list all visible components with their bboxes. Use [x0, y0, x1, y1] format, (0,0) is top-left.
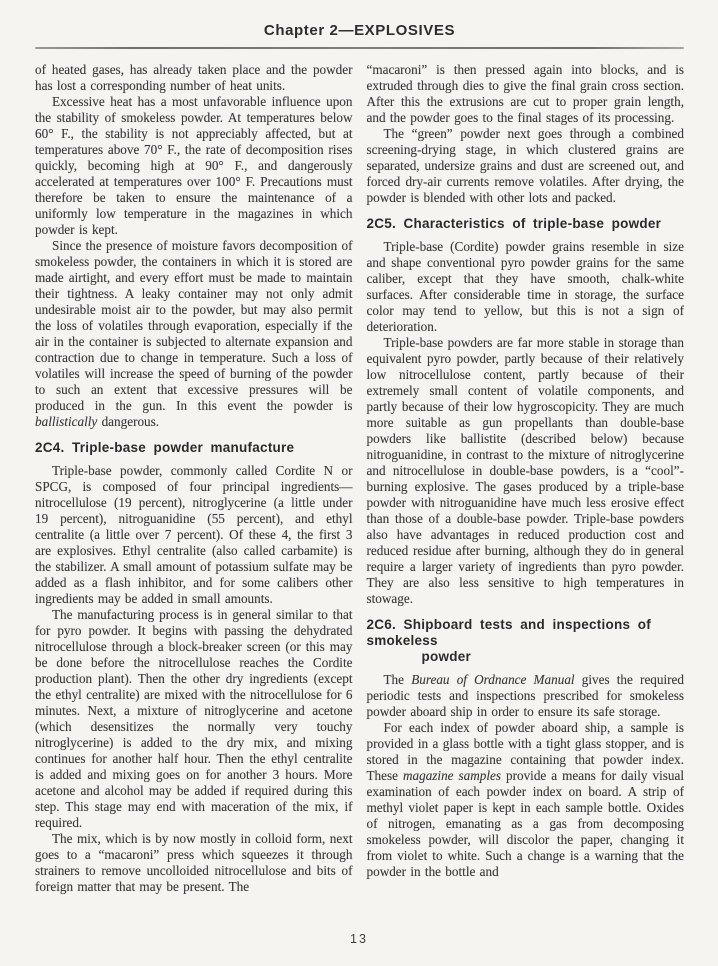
running-header: [35, 14, 684, 39]
paragraph: Triple-base (Cordite) powder grains resemble in size and shape conventional pyro powder grains for the same caliber, except that they have smooth, chalk-white surfaces. After considerable time in storage, the surface color may tend to yellow, but this is not a sign of deterioration.: [366, 239, 684, 334]
paragraph: [367, 672, 685, 720]
paragraph: of heated gases, has already taken place and the powder has lost a corresponding number of heat units.: [35, 62, 353, 93]
text-fragment: Since the presence of moisture favors decomposition of smokeless powder, the containers in which it is stored are made airtight, and every effort must be made to maintain their tightness. A leaky container may not only admit undesirable moist air to the powder, but may also permit the loss of volatiles through evaporation, especially if the air in the container is subjected to alternate expansion and contraction due to change in temperature. Such a loss of volatiles will increase the speed of burning of the powder to such an extent that excessive pressures will be produced in the gun. In this event the powder is: [35, 238, 353, 413]
paragraph: The mix, which is by now mostly in colloid form, next goes to a “macaroni” press which squeezes it through strainers to remove uncolloided nitrocellulose and bits of foreign matter that may be present. The: [35, 831, 353, 894]
paragraph: Excessive heat has a most unfavorable influence upon the stability of smokeless powder. At temperatures below 60° F., the stability is not appreciably affected, but at temperatures above 70° F., the rate of decomposition rises quickly, becoming high at 90° F., and dangerously accelerated at temperatures over 100° F. Precautions must therefore be taken to ensure the maintenance of a uniformly low temperature in the magazines in which powder is kept.: [35, 94, 353, 237]
text-fragment: The: [383, 672, 412, 687]
paragraph: Triple-base powders are far more stable in storage than equivalent pyro powder, partly because of their relatively low nitrocellulose content, partly because of their extremely small content of volatile components, and partly because of their low hygroscopicity. They are much more suitable as gun propellants than double-base powders like ballistite (described below) because nitroguanidine, in contrast to the mixture of nitroglycerine and nitrocellulose in double-base powders, is a “cool”-burning explosive. The gases produced by a triple-base powder with nitroguanidine have much less erosive effect than those of a double-base powder. Triple-base powders also have advantages in reduced production cost and reduced residue after burning, although they do in general require a larger variety of ingredients than pyro powder. They are also less sensitive to high temperatures in stowage.: [366, 335, 684, 606]
paragraph: [367, 720, 685, 880]
italic-phrase: ballistically: [35, 414, 98, 429]
italic-phrase: magazine samples: [402, 768, 502, 783]
paragraph: “macaroni” is then pressed again into blocks, and is extruded through dies to give the final grain cross section. After this the extrusions are cut to proper grain length, and the powder goes to the final stages of its processing.: [366, 62, 684, 125]
section-heading-2c5: 2C5. Characteristics of triple-base powder: [366, 216, 662, 231]
heading-line: powder: [421, 649, 472, 664]
heading-line: 2C6. Shipboard tests and inspections of smokeless: [366, 617, 652, 648]
text-fragment: gives the required periodic tests and inspections prescribed for smokeless powder aboard ship in order to ensure its safe storage.: [366, 672, 684, 719]
chapter-title: Chapter 2—EXPLOSIVES: [263, 22, 456, 39]
paragraph: The “green” powder next goes through a combined screening-drying stage, in which clustered grains are separated, undersize grains and dust are screened out, and forced dry-air currents remove volatiles. After drying, the powder is blended with other lots and packed.: [366, 126, 684, 205]
page-number: 13: [350, 932, 368, 946]
paragraph: [35, 238, 353, 430]
italic-phrase: Bureau of Ordnance Manual: [411, 672, 575, 687]
right-column: [367, 62, 685, 895]
text-fragment: provide a means for daily visual examination of each powder index on board. A strip of methyl violet paper is kept in each sample bottle. Oxides of nitrogen, emanating as a gas from decomposing smokeless powder, will discolor the paper, changing it from violet to white. Such a change is a warning that the powder in the bottle and: [366, 768, 684, 879]
text-fragment: dangerous.: [97, 414, 160, 429]
two-column-body: [35, 62, 684, 895]
left-column: [35, 62, 353, 895]
section-heading-2c6: [367, 617, 685, 665]
section-heading-2c4: 2C4. Triple-base powder manufacture: [35, 440, 295, 455]
header-rule: [35, 47, 684, 49]
paragraph: Triple-base powder, commonly called Cordite N or SPCG, is composed of four principal ingredients—nitrocellulose (19 percent), nitroglycerine (a little under 19 percent), nitroguanidine (55 percent), and ethyl centralite (a little over 7 percent). Of these 4, the first 3 are explosives. Ethyl centralite (also called carbamite) is the stabilizer. A small amount of potassium sulfate may be added as a flash inhibitor, and for some calibers other ingredients may be added in small amounts.: [35, 463, 353, 606]
paragraph: The manufacturing process is in general similar to that for pyro powder. It begins with passing the dehydrated nitrocellulose through a block-breaker screen (or this may be done before the nitrocellulose reaches the Cordite production plant). Then the other dry ingredients (except the ethyl centralite) are mixed with the nitrocellulose for 6 minutes. Next, a mixture of nitroglycerine and acetone (which desensitizes the normally very touchy nitroglycerine) is added to the dry mix, and mixing continues for another half hour. Then the ethyl centralite is added and mixing goes on for another 3 hours. More acetone and alcohol may be added if required during this step. This stage may end with maceration of the mix, if required.: [35, 607, 353, 830]
text-fragment: For each index of powder aboard ship, a sample is provided in a glass bottle with a tight glass stopper, and is stored in the magazine containing that powder index. These: [366, 720, 684, 783]
